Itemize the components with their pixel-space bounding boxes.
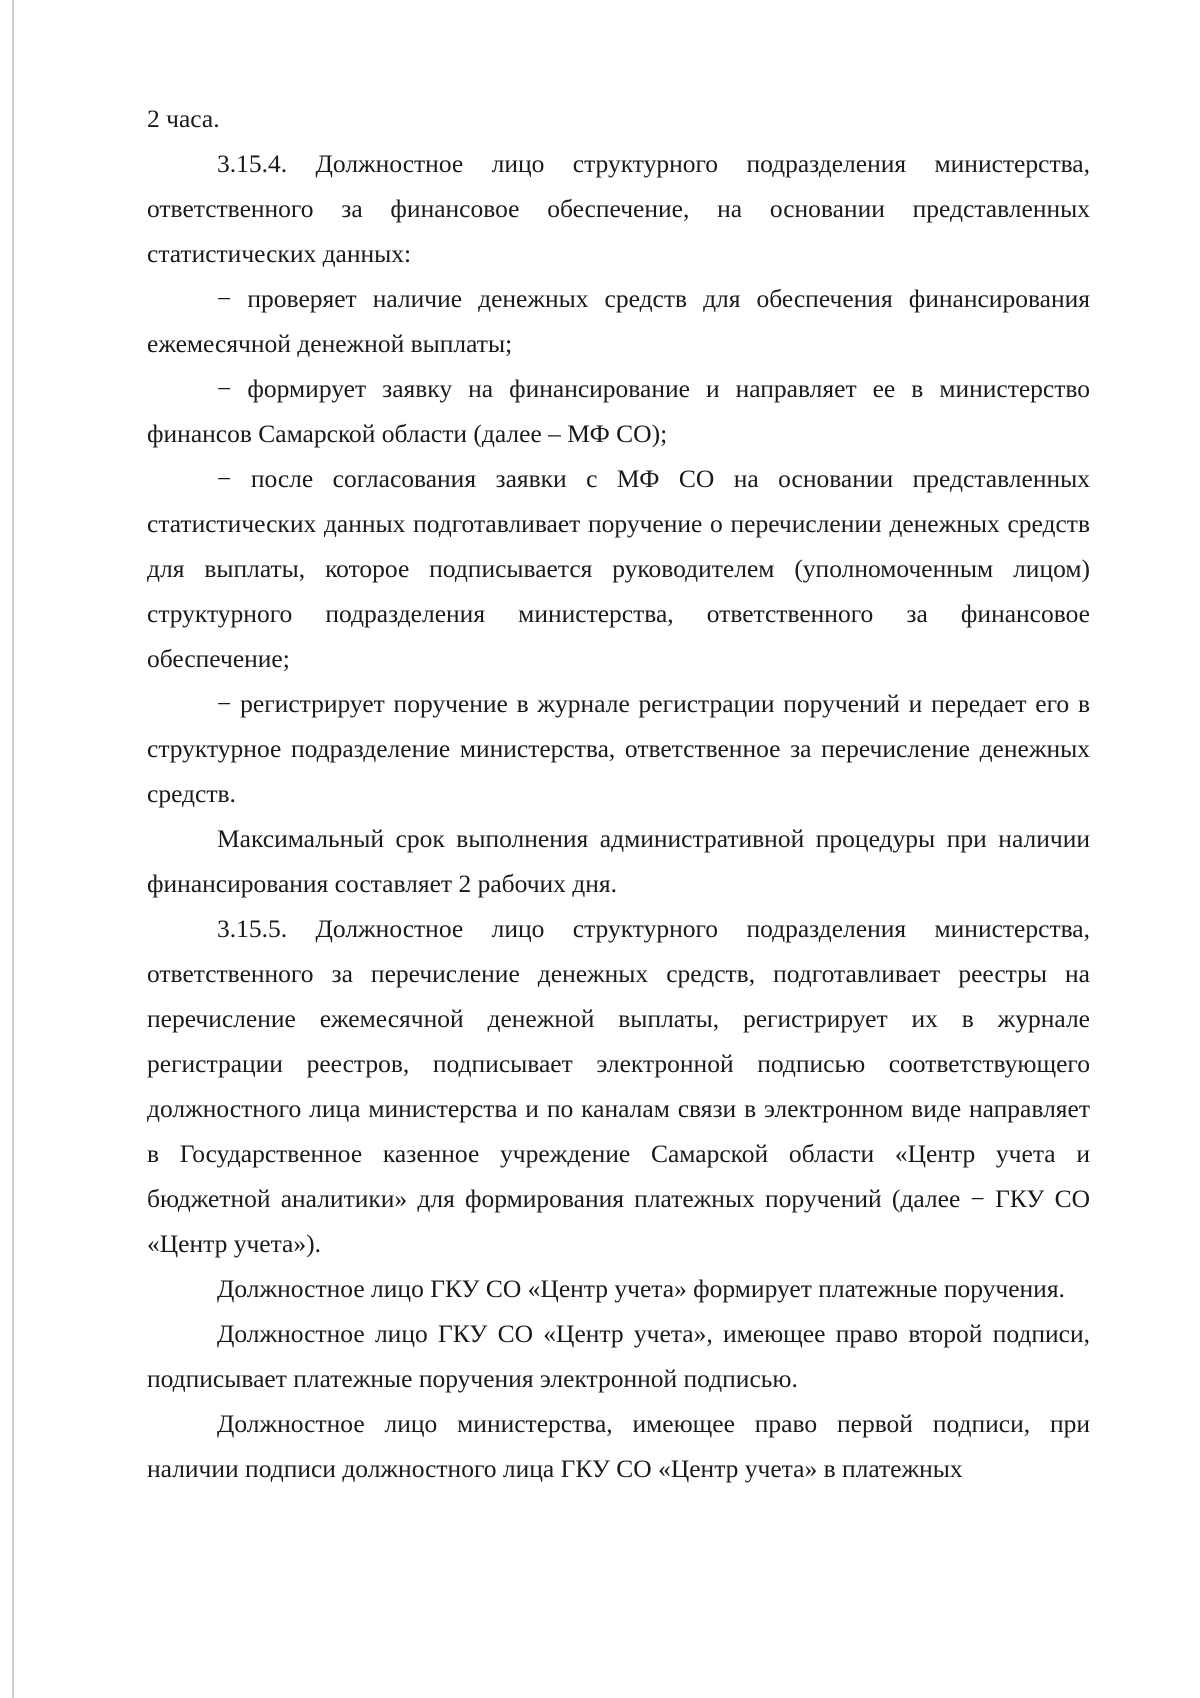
paragraph-3-15-4: 3.15.4. Должностное лицо структурного подразделения министерства, ответственного за финансовое обеспечение, на основании представленных статистических данных:: [147, 149, 1090, 268]
paragraph-3-15-5: 3.15.5. Должностное лицо структурного подразделения министерства, ответственного за перечисление денежных средств, подготавливает реестры на перечисление ежемесячной денежной выплаты, регистрирует их в журнале регистрации реестров, подписывает электронной подписью соответствующего должностного лица министерства и по каналам связи в электронном виде направляет в Государственное казенное учреждение Самарской области «Центр учета и бюджетной аналитики» для формирования платежных поручений (далее − ГКУ СО «Центр учета»).: [147, 914, 1090, 1258]
paragraph-first-signature: Должностное лицо министерства, имеющее право первой подписи, при наличии подписи должностного лица ГКУ СО «Центр учета» в платежных: [147, 1409, 1090, 1483]
list-item-register-order: − регистрирует поручение в журнале регистрации поручений и передает его в структурное подразделение министерства, ответственное за перечисление денежных средств.: [147, 689, 1090, 808]
paragraph-center-forms-orders: Должностное лицо ГКУ СО «Центр учета» формирует платежные поручения.: [217, 1274, 1065, 1303]
paragraph-second-signature: Должностное лицо ГКУ СО «Центр учета», имеющее право второй подписи, подписывает платежные поручения электронной подписью.: [147, 1319, 1090, 1393]
page-edge-line: [12, 0, 14, 1698]
paragraph-continuation: 2 часа.: [147, 104, 220, 133]
paragraph-max-term: Максимальный срок выполнения административной процедуры при наличии финансирования составляет 2 рабочих дня.: [147, 824, 1090, 898]
list-item-check-funds: − проверяет наличие денежных средств для обеспечения финансирования ежемесячной денежной выплаты;: [147, 284, 1090, 358]
document-body: [147, 96, 1090, 1491]
list-item-prepare-order: − после согласования заявки с МФ СО на основании представленных статистических данных подготавливает поручение о перечислении денежных средств для выплаты, которое подписывается руководителем (уполномоченным лицом) структурного подразделения министерства, ответственного за финансовое обеспечение;: [147, 464, 1090, 673]
list-item-form-request: − формирует заявку на финансирование и направляет ее в министерство финансов Самарской области (далее – МФ СО);: [147, 374, 1090, 448]
